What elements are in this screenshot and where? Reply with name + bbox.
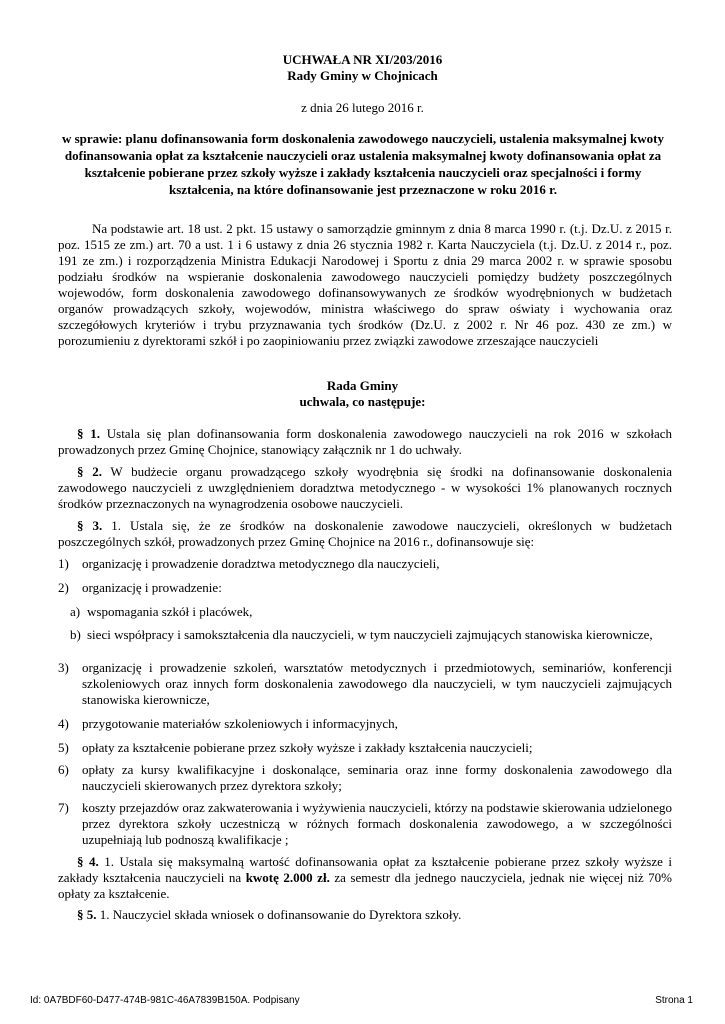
section-1-mark: § 1.	[77, 426, 100, 441]
council-name: Rady Gminy w Chojnicach	[287, 68, 438, 83]
section-4-mark: § 4.	[77, 854, 99, 869]
section-5	[58, 907, 672, 923]
section-3-item-5: 5) opłaty za kształcenie pobierane przez szkoły wyższe i zakłady kształcenia nauczycieli;	[58, 740, 533, 755]
section-5-mark: § 5.	[77, 907, 97, 922]
section-4-amount: kwotę 2.000 zł.	[245, 870, 330, 885]
section-2	[58, 464, 672, 512]
section-3-item-7: 7) koszty przejazdów oraz zakwaterowania i wyżywienia nauczycieli, którzy na podstawie skierowania udzielonego przez dyrektora szkoły uczestniczą w różnych formach doskonalenia zawodowego, a w szczególności uzupełniają lub podnoszą kwalifikacje ;	[58, 800, 672, 847]
footer-document-id: Id: 0A7BDF60-D477-474B-981C-46A7839B150A. Podpisany	[30, 995, 300, 1006]
section-4	[58, 854, 672, 902]
section-3-item-2: 2) organizację i prowadzenie:	[58, 580, 222, 595]
section-1	[58, 426, 672, 458]
section-3-item-1: 1) organizację i prowadzenie doradztwa metodycznego dla nauczycieli,	[58, 556, 440, 571]
section-2-mark: § 2.	[77, 464, 102, 479]
section-2-text: W budżecie organu prowadzącego szkoły wyodrębnia się środki na dofinansowanie doskonalenia zawodowego nauczycieli z uwzględnieniem doradztwa metodycznego - w wysokości 1% planowanych rocznych środków przeznaczonych na wynagrodzenia osobowe nauczycieli.	[58, 464, 672, 511]
section-4-text-after: za semestr dla jednego nauczyciela, jednak nie więcej niż 70% opłaty za kształcenie.	[58, 870, 673, 901]
section-3-text: 1. Ustala się, że ze środków na doskonalenie zawodowe nauczycieli, określonych w budżetach poszczególnych szkół, prowadzonych przez Gminę Chojnice na 2016 r., dofinansowuje się:	[58, 518, 673, 549]
section-3-subitem-b: b) sieci współpracy i samokształcenia dla nauczycieli, w tym nauczycieli zajmujących stanowiska kierownicze,	[70, 627, 653, 642]
document-subject: w sprawie: planu dofinansowania form doskonalenia zawodowego nauczycieli, ustalenia maksymalnej kwoty dofinansowania opłat za kształcenie nauczycieli oraz ustalenia maksymalnej kwoty dofinansowania opłat za kształcenie pobierane przez szkoły wyższe i zakłady kształcenia nauczycieli oraz specjalności i formy kształcenia, na które dofinansowanie jest przeznaczone w roku 2016 r.	[61, 131, 665, 197]
section-3	[58, 518, 672, 550]
section-3-item-4: 4) przygotowanie materiałów szkoleniowych i informacyjnych,	[58, 716, 398, 731]
preamble: Na podstawie art. 18 ust. 2 pkt. 15 ustawy o samorządzie gminnym z dnia 8 marca 1990 r. (t.j. Dz.U. z 2015 r. poz. 1515 ze zm.) art. 70 a ust. 1 i 6 ustawy z dnia 26 stycznia 1982 r. Karta Nauczyciela (t.j. Dz.U. z 2014 r., poz. 191 ze zm.) i rozporządzenia Ministra Edukacji Narodowej i Sportu z dnia 29 marca 2002 r. w sprawie sposobu podziału środków na wspieranie doskonalenia zawodowego nauczycieli pomiędzy budżety poszczególnych wojewodów, form doskonalenia zawodowego dofinansowywanych ze środków wyodrębnionych w budżetach organów prowadzących szkoły, wojewodów, ministra właściwego do spraw oświaty i wychowania oraz szczegółowych kryteriów i trybu przyznawania tych środków (Dz.U. z 2002 r. Nr 46 poz. 430 ze zm.) w porozumieniu z dyrektorami szkół i po zaopiniowaniu przez związki zawodowe zrzeszające nauczycieli	[58, 221, 672, 348]
section-3-subitem-a: a) wspomagania szkół i placówek,	[70, 604, 253, 619]
document-date: z dnia 26 lutego 2016 r.	[301, 100, 424, 115]
section-1-text: Ustala się plan dofinansowania form doskonalenia zawodowego nauczycieli na rok 2016 w szkołach prowadzonych przez Gminę Chojnice, stanowiący załącznik nr 1 do uchwały.	[58, 426, 673, 457]
section-3-mark: § 3.	[77, 518, 103, 533]
resolution-heading-council: Rada Gminy	[326, 378, 399, 393]
section-3-item-3: 3) organizację i prowadzenie szkoleń, warsztatów metodycznych i przedmiotowych, seminariów, konferencji szkoleniowych oraz innych form doskonalenia zawodowego dla nauczycieli, w tym nauczycieli zajmujących stanowiska kierownicze,	[58, 660, 672, 707]
section-3-item-6: 6) opłaty za kursy kwalifikacyjne i doskonalące, seminaria oraz inne formy doskonalenia zawodowego dla nauczycieli skierowanych przez dyrektora szkoły;	[58, 762, 672, 793]
document-title: UCHWAŁA NR XI/203/2016	[282, 52, 443, 67]
section-4-text-before: 1. Ustala się maksymalną wartość dofinansowania opłat za kształcenie pobierane przez szkoły wyższe i zakłady kształcenia nauczycieli na	[58, 854, 673, 885]
footer-page-number: Strona 1	[655, 995, 693, 1006]
section-5-text: 1. Nauczyciel składa wniosek o dofinansowanie do Dyrektora szkoły.	[99, 907, 462, 922]
resolution-heading-decides: uchwala, co następuje:	[299, 394, 426, 409]
